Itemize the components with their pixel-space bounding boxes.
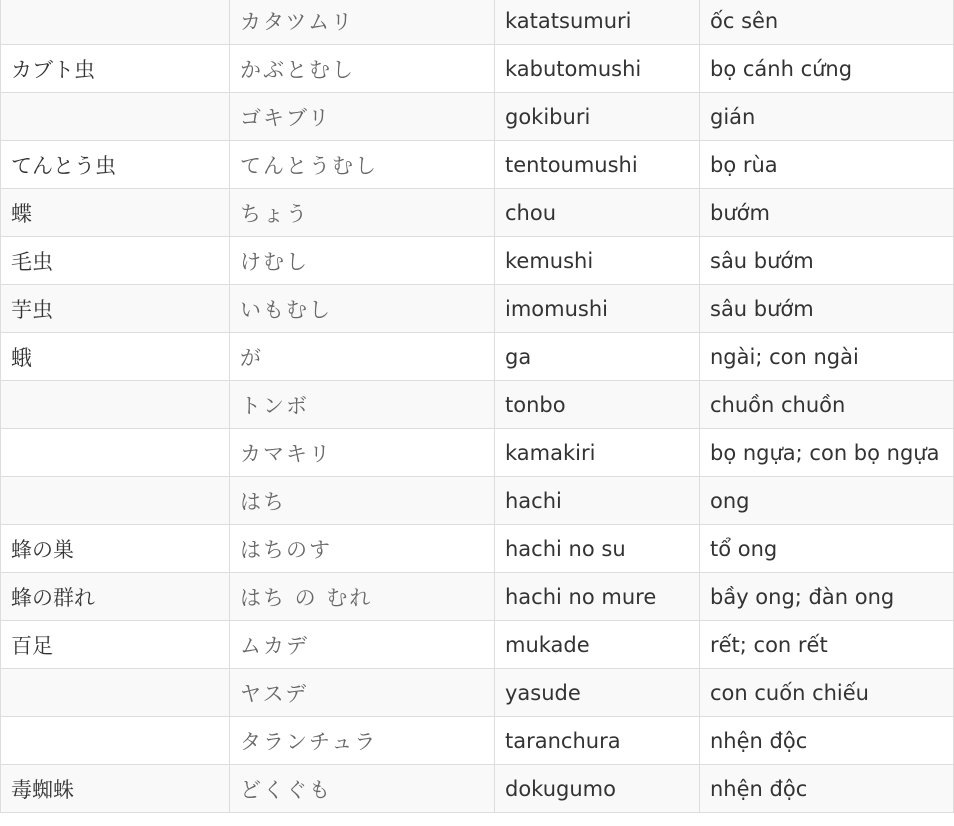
meaning-cell: bầy ong; đàn ong [700, 573, 954, 621]
table-row [1, 189, 954, 237]
meaning-cell: con cuốn chiếu [700, 669, 954, 717]
table-row [1, 0, 954, 45]
kana-cell: カタツムリ [230, 0, 495, 45]
kanji-cell [1, 0, 230, 45]
table-row [1, 93, 954, 141]
meaning-cell: bọ ngựa; con bọ ngựa [700, 429, 954, 477]
table-row [1, 621, 954, 669]
meaning-cell: bọ rùa [700, 141, 954, 189]
kanji-cell: 蜂の巣 [1, 525, 230, 573]
romaji-cell: ga [495, 333, 700, 381]
romaji-cell: tonbo [495, 381, 700, 429]
romaji-cell: taranchura [495, 717, 700, 765]
table-row [1, 285, 954, 333]
kanji-cell: 蜂の群れ [1, 573, 230, 621]
romaji-cell: mukade [495, 621, 700, 669]
table-row [1, 717, 954, 765]
kana-cell: てんとうむし [230, 141, 495, 189]
romaji-cell: kamakiri [495, 429, 700, 477]
meaning-cell: tổ ong [700, 525, 954, 573]
kanji-cell [1, 669, 230, 717]
meaning-cell: nhện độc [700, 765, 954, 813]
table-row [1, 333, 954, 381]
romaji-cell: hachi [495, 477, 700, 525]
table-row [1, 477, 954, 525]
table-row [1, 573, 954, 621]
table-row [1, 45, 954, 93]
kanji-cell [1, 477, 230, 525]
meaning-cell: rết; con rết [700, 621, 954, 669]
romaji-cell: yasude [495, 669, 700, 717]
romaji-cell: tentoumushi [495, 141, 700, 189]
meaning-cell: ong [700, 477, 954, 525]
romaji-cell: katatsumuri [495, 0, 700, 45]
kana-cell: けむし [230, 237, 495, 285]
kanji-cell [1, 429, 230, 477]
meaning-cell: gián [700, 93, 954, 141]
kana-cell: トンボ [230, 381, 495, 429]
kanji-cell [1, 381, 230, 429]
meaning-cell: bướm [700, 189, 954, 237]
kanji-cell: 百足 [1, 621, 230, 669]
table-row [1, 525, 954, 573]
table-row [1, 765, 954, 813]
kanji-cell: 毒蜘蛛 [1, 765, 230, 813]
kana-cell: どくぐも [230, 765, 495, 813]
kana-cell: いもむし [230, 285, 495, 333]
romaji-cell: gokiburi [495, 93, 700, 141]
kana-cell: はちのす [230, 525, 495, 573]
romaji-cell: chou [495, 189, 700, 237]
romaji-cell: imomushi [495, 285, 700, 333]
vocabulary-table-body [1, 0, 954, 813]
meaning-cell: sâu bướm [700, 237, 954, 285]
kanji-cell: カブト虫 [1, 45, 230, 93]
table-row [1, 429, 954, 477]
meaning-cell: ốc sên [700, 0, 954, 45]
kana-cell: はち の むれ [230, 573, 495, 621]
kana-cell: かぶとむし [230, 45, 495, 93]
kanji-cell [1, 717, 230, 765]
meaning-cell: sâu bướm [700, 285, 954, 333]
table-row [1, 141, 954, 189]
meaning-cell: bọ cánh cứng [700, 45, 954, 93]
kanji-cell: 蝶 [1, 189, 230, 237]
kanji-cell: 蛾 [1, 333, 230, 381]
romaji-cell: hachi no su [495, 525, 700, 573]
meaning-cell: ngài; con ngài [700, 333, 954, 381]
kanji-cell: 芋虫 [1, 285, 230, 333]
kana-cell: ちょう [230, 189, 495, 237]
kanji-cell: 毛虫 [1, 237, 230, 285]
kana-cell: ムカデ [230, 621, 495, 669]
kana-cell: ヤスデ [230, 669, 495, 717]
romaji-cell: hachi no mure [495, 573, 700, 621]
kana-cell: が [230, 333, 495, 381]
meaning-cell: nhện độc [700, 717, 954, 765]
table-row [1, 237, 954, 285]
romaji-cell: dokugumo [495, 765, 700, 813]
kana-cell: カマキリ [230, 429, 495, 477]
kana-cell: タランチュラ [230, 717, 495, 765]
romaji-cell: kemushi [495, 237, 700, 285]
kana-cell: はち [230, 477, 495, 525]
kana-cell: ゴキブリ [230, 93, 495, 141]
kanji-cell: てんとう虫 [1, 141, 230, 189]
romaji-cell: kabutomushi [495, 45, 700, 93]
meaning-cell: chuồn chuồn [700, 381, 954, 429]
table-row [1, 669, 954, 717]
kanji-cell [1, 93, 230, 141]
table-row [1, 381, 954, 429]
